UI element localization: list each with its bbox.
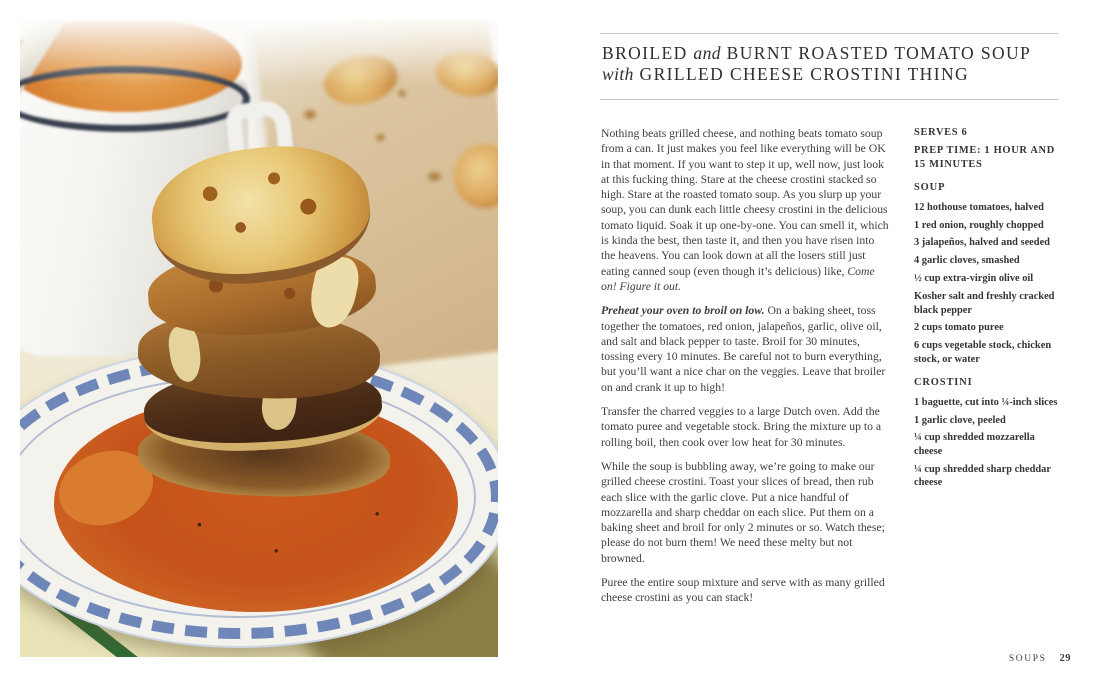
title-italic-word: and xyxy=(693,43,721,63)
window-light-glare xyxy=(20,20,498,84)
step-text: On a baking sheet, toss together the tomatoes, red onion, jalapeños, garlic, olive oil, and salt and black pepper to taste. Broil for 30 minutes, tossing every 10 minutes. Be careful not to burn everything, but you’ll want a nice char on the veggies. Leave that broiler on and crank it up to high! xyxy=(601,304,886,394)
step-paragraph xyxy=(601,303,890,395)
soup-section-header: SOUP xyxy=(914,182,946,194)
ingredient-item: 4 garlic cloves, smashed xyxy=(914,255,1020,267)
toast-crumb xyxy=(428,172,441,181)
ingredient-item: 6 cups vegetable stock, chicken stock, or water xyxy=(914,340,1052,365)
prep-time-label: PREP TIME: 1 HOUR AND 15 MINUTES xyxy=(914,145,1055,170)
step-lead: Preheat your oven to broil on low. xyxy=(601,304,765,318)
step-paragraph xyxy=(601,459,890,566)
toast-crumb xyxy=(376,134,385,141)
recipe-body xyxy=(601,126,890,606)
intro-text: Nothing beats grilled cheese, and nothing beats tomato soup from a can. It just makes you feel like everything will be OK in that moment. If you want to step it up, well now, just look at this fucking thing. Stare at the cheese crostini stacked so high. Stare at the roasted tomato soup. As you slurp up your soup, you can dunk each little cheesy crostini in the delicious tomato liquid. Soak it up one-by-one. You can smell it, which is kinda the best, then taste it, and then you have risen into the heavens. You can look down at all the losers still just eating canned soup (even though it’s delicious) like, xyxy=(601,127,889,278)
step-text: While the soup is bubbling away, we’re going to make our grilled cheese crostini. Toast your slices of bread, then rub each slice with the garlic clove. Put a nice handful of mozzarella and sharp cheddar on each slice. Put them on a baking sheet and broil for only 2 minutes or so. Watch these; please do not burn them! We need these melty but not browned. xyxy=(601,459,885,565)
chapter-label: SOUPS xyxy=(1008,654,1047,664)
step-paragraph xyxy=(601,404,890,450)
ingredient-item: 12 hothouse tomatoes, halved xyxy=(914,201,1044,213)
step-text: Transfer the charred veggies to a large Dutch oven. Add the tomato puree and vegetable stock. Bring the mixture up to a rolling boil, then cook over low heat for 30 minutes. xyxy=(601,405,882,449)
ingredient-item: ½ cup extra-virgin olive oil xyxy=(914,273,1034,285)
recipe-photo xyxy=(20,20,498,657)
crostini-section-header: CROSTINI xyxy=(914,377,973,389)
intro-paragraph xyxy=(601,126,890,294)
title-rule-bottom xyxy=(600,99,1058,100)
ingredient-item: 2 cups tomato puree xyxy=(914,322,1004,334)
serves-label: SERVES 6 xyxy=(914,127,968,138)
page-footer xyxy=(1009,653,1071,664)
ingredients-sidebar xyxy=(914,126,1060,606)
page-number: 29 xyxy=(1059,653,1071,664)
crostini-ingredients-list xyxy=(914,396,1060,490)
ingredient-item: 3 jalapeños, halved and seeded xyxy=(914,237,1050,249)
soup-ingredients-list xyxy=(914,201,1060,367)
recipe-page xyxy=(600,0,1060,688)
step-paragraph xyxy=(601,575,890,606)
ingredient-item: ¼ cup shredded mozzarella cheese xyxy=(914,432,1035,457)
title-italic-word: with xyxy=(602,63,634,84)
ingredient-item: ¼ cup shredded sharp cheddar cheese xyxy=(914,463,1051,489)
title-text: BURNT ROASTED TOMATO SOUP xyxy=(726,43,1032,63)
ingredient-item: 1 red onion, roughly chopped xyxy=(914,219,1044,231)
toast-crumb xyxy=(398,90,406,97)
intro-italic: Come on! Figure it out. xyxy=(601,264,875,293)
ingredient-item: Kosher salt and freshly cracked black pepper xyxy=(914,291,1055,316)
recipe-columns xyxy=(601,126,1060,606)
ingredient-item: 1 baguette, cut into ¼-inch slices xyxy=(914,396,1058,408)
title-text: GRILLED CHEESE CROSTINI THING xyxy=(639,63,970,84)
title-rule-top xyxy=(600,33,1058,34)
title-text: BROILED xyxy=(602,43,688,63)
ingredient-item: 1 garlic clove, peeled xyxy=(914,414,1006,426)
step-text: Puree the entire soup mixture and serve with as many grilled cheese crostini as you can stack! xyxy=(601,576,885,605)
recipe-title xyxy=(602,43,1031,84)
